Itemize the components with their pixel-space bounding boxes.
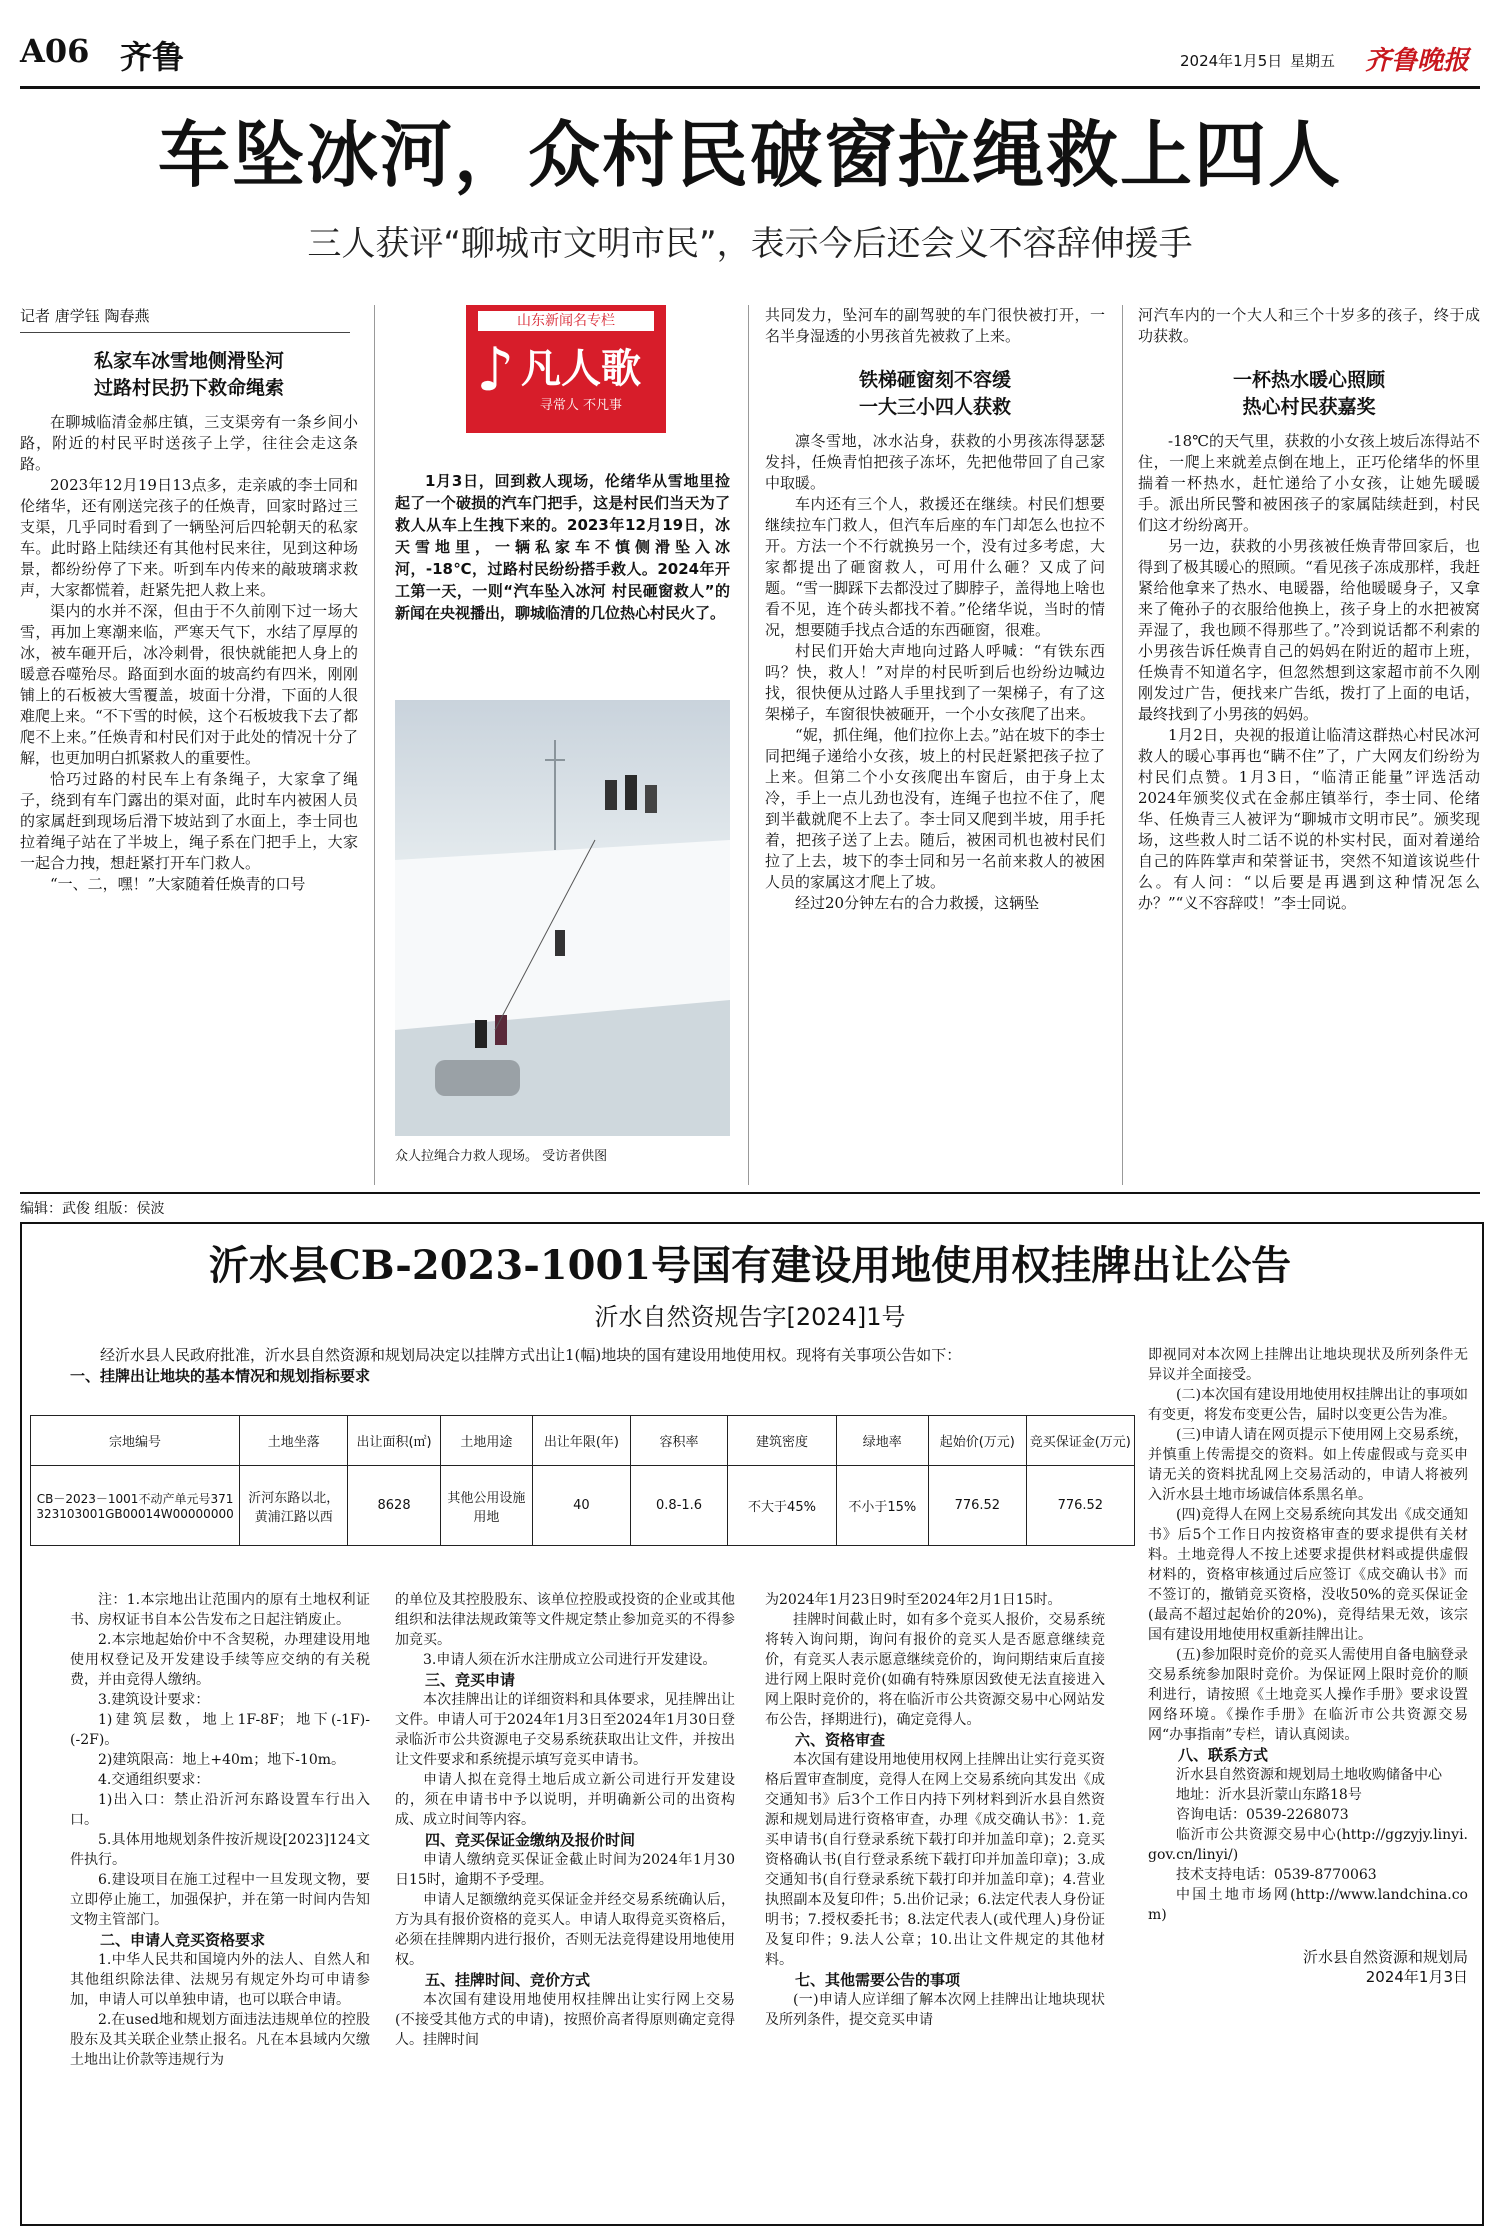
page-number: A06: [20, 32, 90, 70]
paragraph: “一、二，嘿！”大家随着任焕青的口号: [50, 875, 306, 893]
paragraph: 1)出入口：禁止沿沂河东路设置车行出入口。: [70, 1792, 370, 1828]
issue-weekday: 星期五: [1290, 52, 1336, 70]
section-heading-2: 铁梯砸窗刻不容缓 一大三小四人获救: [858, 369, 1011, 418]
article-column-4: [1138, 305, 1480, 1180]
paragraph: 河汽车内的一个大人和三个十岁多的孩子，终于成功获救。: [1138, 306, 1480, 345]
land-table: [30, 1415, 1135, 1546]
contact-title: 八、联系方式: [1178, 1746, 1269, 1764]
paragraph: 本次挂牌出让的详细资料和具体要求，见挂牌出让文件。申请人可于2024年1月3日至2024年1月30日登录临沂市公共资源电子交易系统获取出让文件，并按出让文件要求和系统提示填写竞买申请书。: [395, 1692, 735, 1768]
badge-slogan: 寻常人 不凡事: [539, 398, 623, 413]
cell: 776.52: [928, 1466, 1026, 1546]
notice-title: 沂水县CB-2023-1001号国有建设用地使用权挂牌出让公告: [208, 1242, 1292, 1289]
paragraph: (一)申请人应详细了解本次网上挂牌出让地块现状及所列条件，提交竞买申请: [765, 1992, 1105, 2028]
notice-column-2: [395, 1590, 735, 2160]
contact-org: 沂水县自然资源和规划局土地收购储备中心: [1176, 1767, 1442, 1783]
article-bottom-rule: [20, 1192, 1480, 1194]
signing-org: 沂水县自然资源和规划局: [1302, 1948, 1468, 1966]
paragraph: 即视同对本次网上挂牌出让地块现状及所列条件无异议并全面接受。: [1148, 1347, 1468, 1383]
article-column-3: [765, 305, 1105, 1180]
paragraph: 3.申请人须在沂水注册成立公司进行开发建设。: [423, 1652, 717, 1668]
paragraph: 村民们开始大声地向过路人呼喊：“有铁东西吗？快，救人！”对岸的村民听到后也纷纷边喊边找，很快便从过路人手里找到了一架梯子，有了这架梯子，车窗很快被砸开，一个小女孩爬了出来。: [765, 642, 1105, 723]
col-header: 出让年限(年): [533, 1416, 631, 1466]
section-heading-1: 私家车冰雪地侧滑坠河 过路村民扔下救命绳索: [93, 350, 284, 399]
column-divider: [748, 305, 749, 1185]
cell: 不小于15%: [836, 1466, 928, 1546]
badge-name: 凡人歌: [521, 345, 641, 392]
paragraph: 2)建筑限高：地上+40m；地下-10m。: [98, 1752, 346, 1768]
column-divider: [374, 305, 375, 1185]
paragraph: 经过20分钟左右的合力救援，这辆坠: [795, 894, 1040, 912]
paragraph: 申请人拟在竞得土地后成立新公司进行开发建设的，须在申请书中予以说明，并明确新公司的出资构成、成立时间等内容。: [395, 1772, 735, 1828]
col-header: 容积率: [630, 1416, 728, 1466]
contact-support: 技术支持电话：0539-8770063: [1176, 1867, 1377, 1883]
cell: 其他公用设施用地: [440, 1466, 532, 1546]
masthead: [20, 26, 1480, 84]
paragraph: 共同发力，坠河车的副驾驶的车门很快被打开，一名半身湿透的小男孩首先被救了上来。: [765, 306, 1105, 345]
contact-site-1: 临沂市公共资源交易中心(http://ggzyjy.linyi.gov.cn/linyi/): [1148, 1827, 1468, 1863]
article-column-1: [20, 340, 358, 1180]
contact-phone: 咨询电话：0539-2268073: [1176, 1807, 1349, 1823]
paragraph: 挂牌时间截止时，如有多个竞买人报价，交易系统将转入询问期，询问有报价的竞买人是否愿意继续竞价，有竞买人表示愿意继续竞价的，询问期结束后直接进行网上限时竞价(如确有特殊原因致使无法直接进入网上限时竞价的，将在临沂市公共资源交易中心网站发布公告，择期进行)，确定竞得人。: [765, 1612, 1105, 1728]
paragraph: -18℃的天气里，获救的小女孩上坡后冻得站不住，一爬上来就差点倒在地上，正巧伦绪华的怀里揣着一杯热水，赶忙递给了小女孩，让她先暖暖手。派出所民警和被困孩子的家属陆续赶到，村民们这才纷纷离开。: [1138, 432, 1480, 534]
paragraph: 本次国有建设用地使用权网上挂牌出让实行竞买资格后置审查制度，竞得人在网上交易系统向其发出《成交通知书》后3个工作日内持下列材料到沂水县自然资源和规划局进行资格审查，办理《成交确认书》：1.竞买申请书(自行登录系统下载打印并加盖印章)；2.竞买资格确认书(自行登录系统下载打印并加盖印章)；3.成交通知书(自行登录系统下载打印并加盖印章)；4.营业执照副本及复印件；5.出价记录；6.法定代表人身份证明书；7.授权委托书；8.法定代表人(或代理人)身份证及复印件；9.法人公章；10.出让文件规定的其他材料。: [765, 1752, 1105, 1968]
cell: 不大于45%: [728, 1466, 836, 1546]
paragraph: 为2024年1月23日9时至2024年2月1日15时。: [765, 1592, 1062, 1608]
paragraph: 车内还有三个人，救援还在继续。村民们想要继续拉车门救人，但汽车后座的车门却怎么也拉不开。方法一个不行就换另一个，没有过多考虑，大家都提出了砸窗救人，可用什么砸？又成了问题。“雪一脚踩下去都没过了脚脖子，盖得地上啥也看不见，连个砖头都找不着。”伦绪华说，当时的情况，想要随手找点合适的东西砸窗，很难。: [765, 495, 1105, 639]
notice-column-1: [70, 1590, 370, 2160]
notice-section-7: 七、其他需要公告的事项: [795, 1971, 961, 1989]
music-note-icon: ♪: [476, 335, 515, 405]
contact-site-2: 中国土地市场网(http://www.landchina.com): [1148, 1887, 1468, 1923]
col-header: 竞买保证金(万元): [1026, 1416, 1134, 1466]
paragraph: 4.交通组织要求：: [98, 1772, 210, 1788]
headline: 车坠冰河，众村民破窗拉绳救上四人: [157, 112, 1342, 197]
paragraph: 1月2日，央视的报道让临清这群热心村民冰河救人的暖心事再也“瞒不住”了，广大网友们纷纷为村民们点赞。1月3日，“临清正能量”评选活动2024年颁奖仪式在金郝庄镇举行，李士同、伦绪华、任焕青三人被评为“聊城市文明市民”。颁奖现场，这些救人时二话不说的朴实村民，面对着递给自己的阵阵掌声和荣誉证书，突然不知道该说些什么。有人问：“以后要是再遇到这种情况怎么办？”“义不容辞哎！”李士同说。: [1138, 726, 1480, 912]
issue-date: 2024年1月5日: [1180, 52, 1283, 70]
notice-section-2: 二、申请人竞买资格要求: [100, 1931, 266, 1949]
notice-section-3: 三、竞买申请: [425, 1671, 516, 1689]
paragraph: 本次国有建设用地使用权挂牌出让实行网上交易(不接受其他方式的申请)，按照价高者得原则确定竞得人。挂牌时间: [395, 1992, 735, 2048]
cell: 776.52: [1026, 1466, 1134, 1546]
notice-right-column: [1148, 1345, 1468, 2160]
cell: 40: [533, 1466, 631, 1546]
paragraph: 2.本宗地起始价中不含契税，办理建设用地使用权登记及开发建设手续等应交纳的有关税费，并由竞得人缴纳。: [70, 1632, 370, 1688]
notice-section-5: 五、挂牌时间、竞价方式: [425, 1971, 591, 1989]
column-divider: [1122, 305, 1123, 1185]
table-row: [31, 1466, 1135, 1546]
paragraph: 的单位及其控股股东、该单位控股或投资的企业或其他组织和法律法规政策等文件规定禁止参加竞买的不得参加竞买。: [395, 1592, 735, 1648]
col-header: 出让面积(㎡): [348, 1416, 440, 1466]
photo-scene: [395, 700, 730, 1136]
paragraph: 恰巧过路的村民车上有条绳子，大家拿了绳子，绕到有车门露出的渠对面，此时车内被困人员的家属赶到现场后滑下坡站到了水面上，李士同也拉着绳子站在了半坡上，绳子系在门把手上，大家一起合力拽，想赶紧打开车门救人。: [20, 770, 358, 872]
byline: 记者 唐学钰 陶春燕: [20, 305, 350, 333]
paragraph: 另一边，获救的小男孩被任焕青带回家后，也得到了极其暖心的照顾。“看见孩子冻成那样，我赶紧给他拿来了热水、电暖器，给他暖暖身子，又拿来了俺孙子的衣服给他换上，孩子身上的水把被窝弄湿了，我也顾不得那些了。”冷到说话都不利索的小男孩告诉任焕青自己的妈妈在附近的超市上班，任焕青不知道名字，但忽然想到这家超市前不久刚刚发过广告，便找来广告纸，拨打了上面的电话，最终找到了小男孩的妈妈。: [1138, 537, 1480, 723]
notice-doc-number: 沂水自然资规告字[2024]1号: [594, 1303, 906, 1331]
paragraph: 凛冬雪地，冰水沾身，获救的小男孩冻得瑟瑟发抖，任焕青怕把孩子冻坏，先把他带回了自己家中取暖。: [765, 432, 1105, 492]
badge-top: 山东新闻名专栏: [478, 311, 654, 331]
paragraph: (三)申请人请在网页提示下使用网上交易系统，并慎重上传需提交的资料。如上传虚假或与竞买申请无关的资料扰乱网上交易活动的，申请人将被列入沂水县土地市场诚信体系黑名单。: [1148, 1427, 1468, 1503]
paragraph: 3.建筑设计要求：: [98, 1692, 210, 1708]
rescue-photo: [395, 700, 730, 1136]
table-header-row: [31, 1416, 1135, 1466]
paragraph: 渠内的水并不深，但由于不久前刚下过一场大雪，再加上寒潮来临，严寒天气下，水结了厚厚的冰，被车砸开后，冰冷刺骨，很快就能把人身上的暖意吞噬殆尽。路面到水面的坡高约有四米，刚刚铺上的石板被大雪覆盖，坡面十分滑，下面的人很难爬上来。“不下雪的时候，这个石板坡我下去了都爬不上来。”任焕青和村民们对于此处的情况十分了解，也更加明白抓紧救人的重要性。: [20, 602, 358, 767]
notice-section-1: 一、挂牌出让地块的基本情况和规划指标要求: [70, 1367, 371, 1385]
col-header: 宗地编号: [31, 1416, 240, 1466]
paragraph: 1)建筑层数，地上1F-8F；地下(-1F)-(-2F)。: [70, 1712, 370, 1748]
paragraph: 6.建设项目在施工过程中一旦发现文物，要立即停止施工，加强保护，并在第一时间内告知文物主管部门。: [70, 1872, 370, 1928]
paragraph: 申请人足额缴纳竞买保证金并经交易系统确认后，方为具有报价资格的竞买人。申请人取得竞买资格后，必须在挂牌期内进行报价，否则无法竞得建设用地使用权。: [395, 1892, 735, 1968]
notice-section-6: 六、资格审查: [795, 1731, 886, 1749]
paragraph: 1.中华人民共和国境内外的法人、自然人和其他组织除法律、法规另有规定外均可申请参加，申请人可以单独申请，也可以联合申请。: [70, 1952, 370, 2008]
paragraph: 申请人缴纳竞买保证金截止时间为2024年1月30日15时，逾期不予受理。: [395, 1852, 735, 1888]
paper-logo: 齐鲁晚报: [1365, 46, 1470, 76]
subheadline: 三人获评“聊城市文明市民”，表示今后还会义不容辞伸援手: [307, 224, 1193, 264]
lead-paragraph: 1月3日，回到救人现场，伦绪华从雪地里捡起了一个破损的汽车门把手，这是村民们当天为了救人从车上生拽下来的。2023年12月19日，冰天雪地里，一辆私家车不慎侧滑坠入冰河，-18℃，过路村民纷纷搭手救人。2024年开工第一天，一则“汽车坠入冰河 村民砸窗救人”的新闻在央视播出，聊城临清的几位热心村民火了。: [395, 472, 730, 622]
col-header: 绿地率: [836, 1416, 928, 1466]
notice-section-4: 四、竞买保证金缴纳及报价时间: [425, 1831, 636, 1849]
paragraph: 在聊城临清金郝庄镇，三支渠旁有一条乡间小路，附近的村民平时送孩子上学，往往会走这条路。: [20, 413, 358, 473]
paragraph: 5.具体用地规划条件按沂规设[2023]124文件执行。: [70, 1832, 370, 1868]
contact-address: 地址：沂水县沂蒙山东路18号: [1176, 1787, 1362, 1803]
col-header: 土地坐落: [240, 1416, 348, 1466]
section-heading-3: 一杯热水暖心照顾 热心村民获嘉奖: [1232, 369, 1385, 418]
cell: 沂河东路以北，黄浦江路以西: [240, 1466, 348, 1546]
col-header: 起始价(万元): [928, 1416, 1026, 1466]
masthead-rule: [20, 86, 1480, 89]
section-name: 齐鲁: [120, 38, 185, 76]
paragraph: 注：1.本宗地出让范围内的原有土地权利证书、房权证书自本公告发布之日起注销废止。: [70, 1592, 370, 1628]
paragraph: 2.在used地和规划方面违法违规单位的控股股东及其关联企业禁止报名。凡在本县域内欠缴土地出让价款等违规行为: [70, 2012, 370, 2068]
paragraph: (二)本次国有建设用地使用权挂牌出让的事项如有变更，将发布变更公告，届时以变更公告为准。: [1148, 1387, 1468, 1423]
cell: 0.8-1.6: [630, 1466, 728, 1546]
paragraph: (五)参加限时竞价的竞买人需使用自备电脑登录交易系统参加限时竞价。为保证网上限时竞价的顺利进行，请按照《土地竞买人操作手册》要求设置网络环境。《操作手册》在临沂市公共资源交易网“办事指南”专栏，请认真阅读。: [1148, 1647, 1468, 1743]
signing-date: 2024年1月3日: [1365, 1968, 1468, 1986]
paragraph: (四)竞得人在网上交易系统向其发出《成交通知书》后5个工作日内按资格审查的要求提供有关材料。土地竞得人不按上述要求提供材料或提供虚假材料的，资格审核通过后应签订《成交确认书》而不签订的，撤销竞买资格，没收50%的竞买保证金(最高不超过起始价的20%)，竞得结果无效，该宗国有建设用地使用权重新挂牌出让。: [1148, 1507, 1468, 1643]
paragraph: 2023年12月19日13点多，走亲戚的李士同和伦绪华，还有刚送完孩子的任焕青，回家时路过三支渠，几乎同时看到了一辆坠河后四轮朝天的私家车。此时路上陆续还有其他村民来往，见到这种场景，都纷纷停了下来。听到车内传来的敲玻璃求救声，大家都慌着，赶紧先把人救上来。: [20, 476, 358, 599]
cell: 8628: [348, 1466, 440, 1546]
notice-intro: 经沂水县人民政府批准，沂水县自然资源和规划局决定以挂牌方式出让1(幅)地块的国有建设用地使用权。现将有关事项公告如下： 一、挂牌出让地块的基本情况和规划指标要求: [70, 1345, 1130, 1405]
notice-column-3: [765, 1590, 1105, 2160]
column-badge: [466, 305, 666, 433]
editor-credit: 编辑：武俊 组版：侯波: [20, 1201, 165, 1217]
col-header: 土地用途: [440, 1416, 532, 1466]
photo-caption: 众人拉绳合力救人现场。 受访者供图: [395, 1149, 608, 1164]
paragraph: “妮，抓住绳，他们拉你上去。”站在坡下的李士同把绳子递给小女孩，坡上的村民赶紧把孩子拉了上来。但第二个小女孩爬出车窗后，由于身上太冷，手上一点儿劲也没有，连绳子也拉不住了，爬到半截就爬不上去了。李士同又爬到半坡，用手托着，把孩子送了上去。随后，被困司机也被村民们拉了上去，坡下的李士同和另一名前来救人的被困人员的家属这才爬上了坡。: [765, 726, 1105, 891]
col-header: 建筑密度: [728, 1416, 836, 1466]
cell: CB－2023－1001不动产单元号371323103001GB00014W00000000: [31, 1466, 240, 1546]
